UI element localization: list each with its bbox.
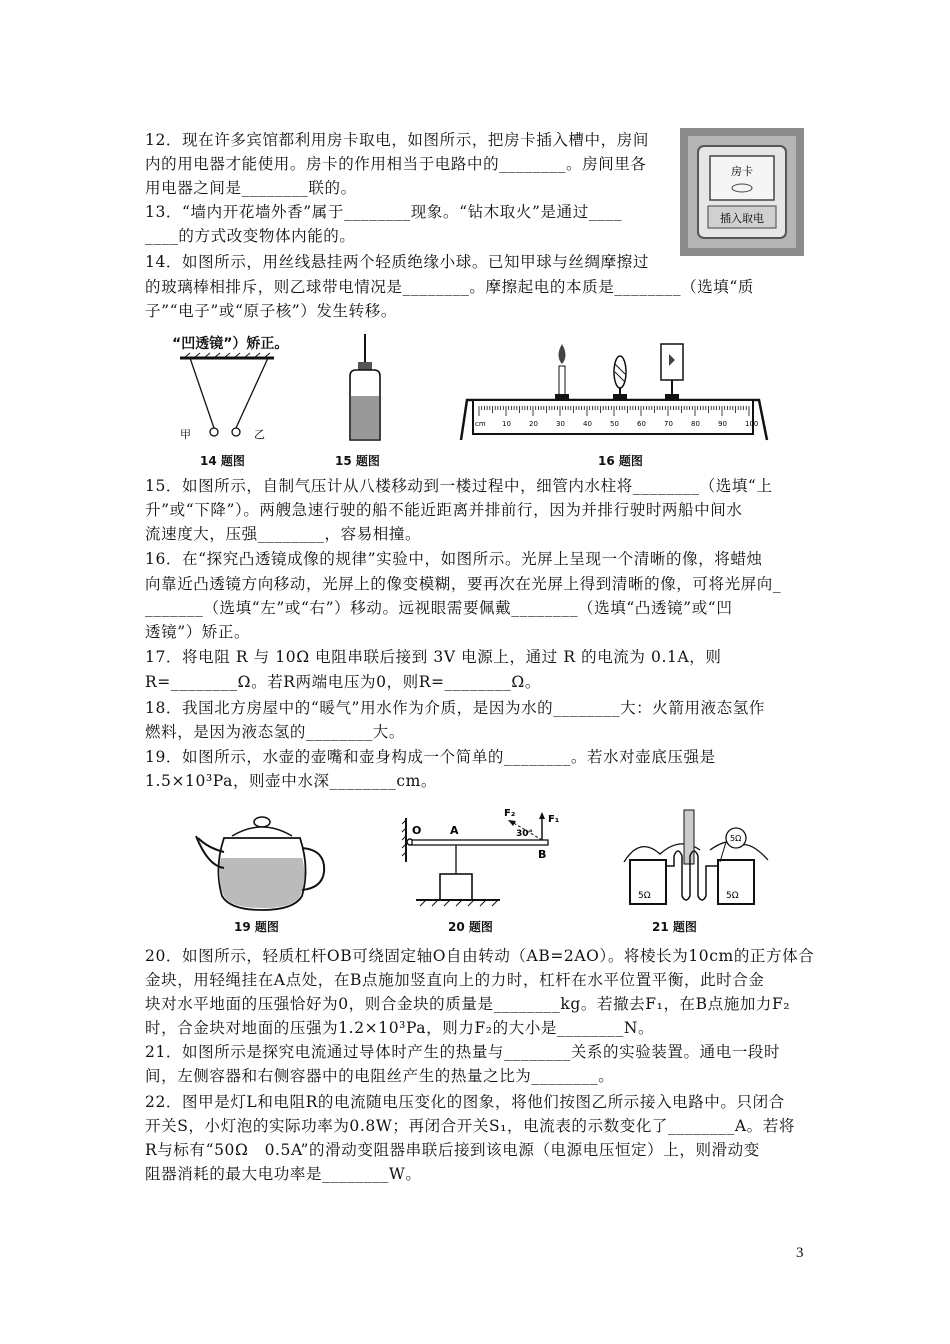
text-line: 21．如图所示是探究电流通过导体时产生的热量与________关系的实验装置。通电一段时 [145,1043,781,1061]
text-line: 18．我国北方房屋中的“暖气”用水作为介质，是因为水的________大：火箭用液态氢作 [145,699,765,717]
text-line: 升”或“下降”）。两艘急速行驶的船不能近距离并排前行，因为并排行驶时两船中间水 [145,501,743,519]
text-line: 1.5×10³Pa，则壶中水深________cm。 [145,772,438,790]
fig16-optical-bench [455,336,775,446]
bench-tick-label: 90 [718,420,727,428]
text-line: 22．图甲是灯L和电阻R的电流随电压变化的图象，将他们按图乙所示接入电路中。只闭合 [145,1093,785,1111]
text-line: 17．将电阻 R 与 10Ω 电阻串联后接到 3V 电源上，通过 R 的电流为 0.1A，则 [145,648,722,666]
card-bottom-label: 插入取电 [720,212,764,225]
text-line: R=________Ω。若R两端电压为0，则R=________Ω。 [145,673,541,691]
text-line: 金块，用轻绳挂在A点处，在B点施加竖直向上的力时，杠杆在水平位置平衡，此时合金 [145,971,765,989]
text-line: R与标有“50Ω 0.5A”的滑动变阻器串联后接到该电源（电源电压恒定）上，则滑动变 [145,1141,760,1159]
fig21-joule-heating-apparatus [620,806,770,918]
fig14-caption: 14 题图 [200,454,245,468]
fig15-barometer-bottle [340,332,390,444]
bench-tick-label: 100 [745,420,759,428]
text-line: 19．如图所示，水壶的壶嘴和壶身构成一个简单的________。若水对壶底压强是 [145,748,716,766]
fig21-caption: 21 题图 [652,920,697,934]
text-line: ____的方式改变物体内能的。 [145,227,356,245]
bench-tick-label: 10 [502,420,511,428]
res-right-label: 5Ω [726,891,739,901]
fig15-caption: 15 题图 [335,454,380,468]
lever-label-b: B [538,848,547,861]
bench-tick-label: cm [475,420,486,428]
text-line: 用电器之间是________联的。 [145,179,357,197]
fig14-header: “凹透镜”）矫正。 [172,336,289,352]
bench-tick-label: 50 [610,420,619,428]
text-line: 14．如图所示，用丝线悬挂两个轻质绝缘小球。已知甲球与丝绸摩擦过 [145,253,649,271]
res-top-label: 5Ω [730,834,742,843]
bench-tick-label: 40 [583,420,592,428]
text-line: 12．现在许多宾馆都利用房卡取电，如图所示，把房卡插入槽中，房间 [145,131,649,149]
text-line: 的玻璃棒相排斥，则乙球带电情况是________。摩擦起电的本质是________（选填“质 [145,278,755,296]
bench-tick-label: 60 [637,420,646,428]
bench-tick-label: 80 [691,420,700,428]
lever-label-f1: F₁ [548,814,560,825]
text-line: 阻器消耗的最大电功率是________W。 [145,1165,422,1183]
fig19-caption: 19 题图 [234,920,279,934]
fig20-lever [400,806,560,918]
res-left-label: 5Ω [638,891,651,901]
text-line: 16．在“探究凸透镜成像的规律”实验中，如图所示。光屏上呈现一个清晰的像，将蜡烛 [145,550,763,568]
text-line: 开关S，小灯泡的实际功率为0.8W；再闭合开关S₁，电流表的示数变化了________A。若将 [145,1117,795,1135]
text-line: 透镜”）矫正。 [145,623,251,641]
text-line: 20．如图所示，轻质杠杆OB可绕固定轴O自由转动（AB=2AO）。将棱长为10cm的正方体合 [145,947,815,965]
text-line: 向靠近凸透镜方向移动，光屏上的像变模糊，要再次在光屏上得到清晰的像，可将光屏向_ [145,575,782,593]
lever-label-o: O [412,824,422,837]
fig19-teapot [190,808,330,920]
text-line: 流速度大，压强________，容易相撞。 [145,525,422,543]
bench-tick-label: 30 [556,420,565,428]
text-line: 子”“电子”或“原子核”）发生转移。 [145,302,397,320]
text-line: 15．如图所示，自制气压计从八楼移动到一楼过程中，细管内水柱将________（选填“上 [145,477,773,495]
text-line: 13．“墙内开花墙外香”属于________现象。“钻木取火”是通过____ [145,203,623,221]
fig14-suspended-balls [172,352,282,442]
text-line: 间，左侧容器和右侧容器中的电阻丝产生的热量之比为________。 [145,1067,615,1085]
bench-tick-label: 20 [529,420,538,428]
text-line: 燃料，是因为液态氢的________大。 [145,723,406,741]
text-line: _______（选填“左”或“右”）移动。远视眼需要佩戴________（选填“凸透镜”或“凹 [145,599,733,617]
lever-angle-label: 30° [516,829,534,839]
text-line: 时，合金块对地面的压强为1.2×10³Pa，则力F₂的大小是________N。 [145,1019,655,1037]
card-top-label: 房卡 [731,165,753,178]
page-number: 3 [796,1245,804,1261]
lever-label-f2: F₂ [504,808,516,819]
lever-label-a: A [450,824,459,837]
fig16-caption: 16 题图 [598,454,643,468]
fig20-caption: 20 题图 [448,920,493,934]
text-line: 块对水平地面的压强恰好为0，则合金块的质量是________kg。若撤去F₁，在B点施加力F₂ [145,995,791,1013]
bench-tick-label: 70 [664,420,673,428]
ball-a-label: 甲 [180,428,191,441]
ball-b-label: 乙 [254,428,265,441]
text-line: 内的用电器才能使用。房卡的作用相当于电路中的________。房间里各 [145,155,647,173]
room-card-figure [680,128,804,256]
